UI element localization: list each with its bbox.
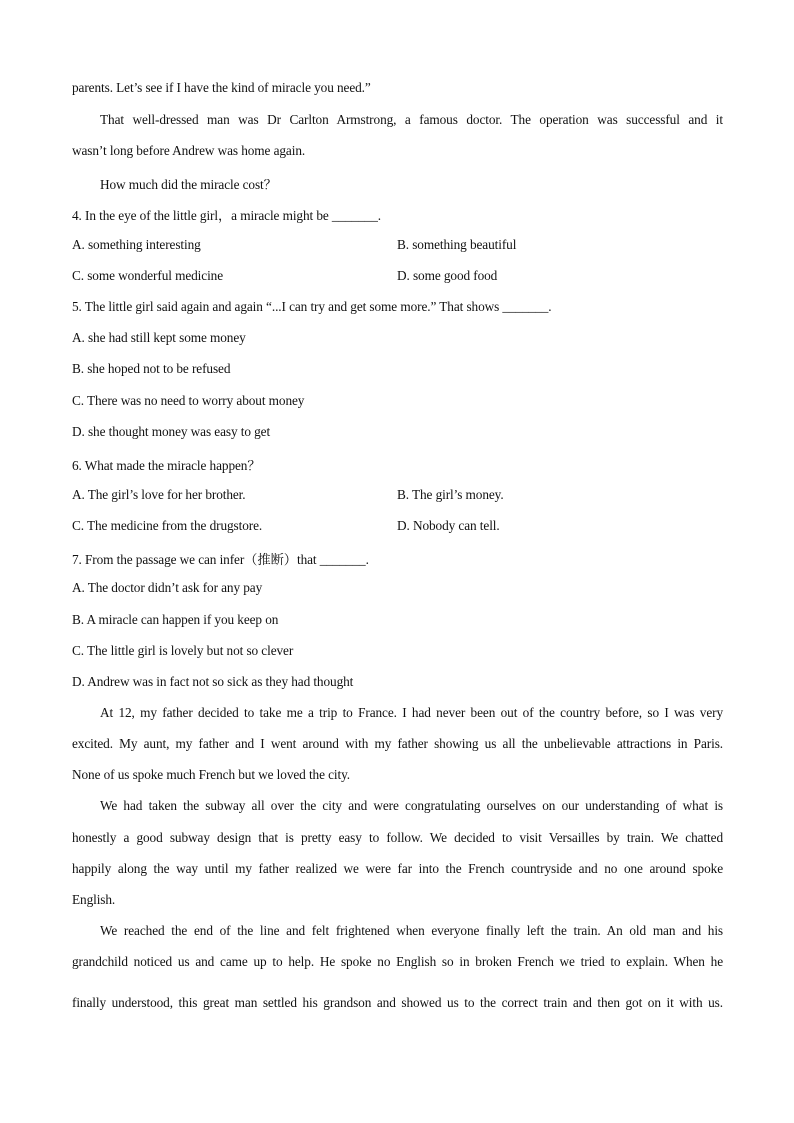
story2-paragraph-2-line-2: honestly a good subway design that is pretty easy to follow. We decided to visit Versailles by train. We chatted [72,830,723,845]
question-7-stem: 7. From the passage we can infer（推断）that _______. [72,552,369,567]
story2-paragraph-2-line-4: English. [72,892,116,907]
question-6-option-d: D. Nobody can tell. [397,518,500,533]
story1-paragraph-3: How much did the miracle cost？ [100,177,277,192]
story2-paragraph-1-line-1: At 12, my father decided to take me a trip to France. I had never been out of the country before, so I was very [100,705,723,720]
question-6-stem: 6. What made the miracle happen？ [72,458,261,473]
question-4-option-d: D. some good food [397,268,498,283]
story2-paragraph-2-line-1: We had taken the subway all over the city and were congratulating ourselves on our understanding of what is [100,798,723,813]
question-6-option-b: B. The girl’s money. [397,487,504,502]
question-4-stem: 4. In the eye of the little girl，a miracle might be _______. [72,208,381,223]
story2-paragraph-2-line-3: happily along the way until my father realized we were far into the French countryside and no one around spoke [72,861,723,876]
question-5-option-c: C. There was no need to worry about money [72,393,305,408]
story1-paragraph-2-line-1: That well-dressed man was Dr Carlton Armstrong, a famous doctor. The operation was successful and it [100,112,723,127]
story2-paragraph-1-line-3: None of us spoke much French but we loved the city. [72,767,351,782]
question-4-option-a: A. something interesting [72,237,201,252]
question-7-option-d: D. Andrew was in fact not so sick as they had thought [72,674,354,689]
story1-line-1: parents. Let’s see if I have the kind of miracle you need.” [72,80,371,95]
question-5-option-b: B. she hoped not to be refused [72,361,231,376]
question-7-option-a: A. The doctor didn’t ask for any pay [72,580,263,595]
question-4-option-c: C. some wonderful medicine [72,268,224,283]
story1-paragraph-2-line-2: wasn’t long before Andrew was home again. [72,143,306,158]
story2-paragraph-3-line-2: grandchild noticed us and came up to help. He spoke no English so in broken French we tried to explain. When he [72,954,723,969]
question-5-option-d: D. she thought money was easy to get [72,424,271,439]
question-5-option-a: A. she had still kept some money [72,330,246,345]
question-6-option-a: A. The girl’s love for her brother. [72,487,246,502]
question-5-stem: 5. The little girl said again and again “...I can try and get some more.” That shows _______. [72,299,552,314]
question-6-option-c: C. The medicine from the drugstore. [72,518,263,533]
story2-paragraph-3-line-1: We reached the end of the line and felt frightened when everyone finally left the train. An old man and his [100,923,723,938]
story2-paragraph-3-line-3: finally understood, this great man settled his grandson and showed us to the correct train and then got on it with us. [72,995,723,1010]
question-4-option-b: B. something beautiful [397,237,517,252]
question-7-option-c: C. The little girl is lovely but not so clever [72,643,294,658]
story2-paragraph-1-line-2: excited. My aunt, my father and I went around with my father showing us all the unbelievable attractions in Paris. [72,736,723,751]
question-7-option-b: B. A miracle can happen if you keep on [72,612,279,627]
